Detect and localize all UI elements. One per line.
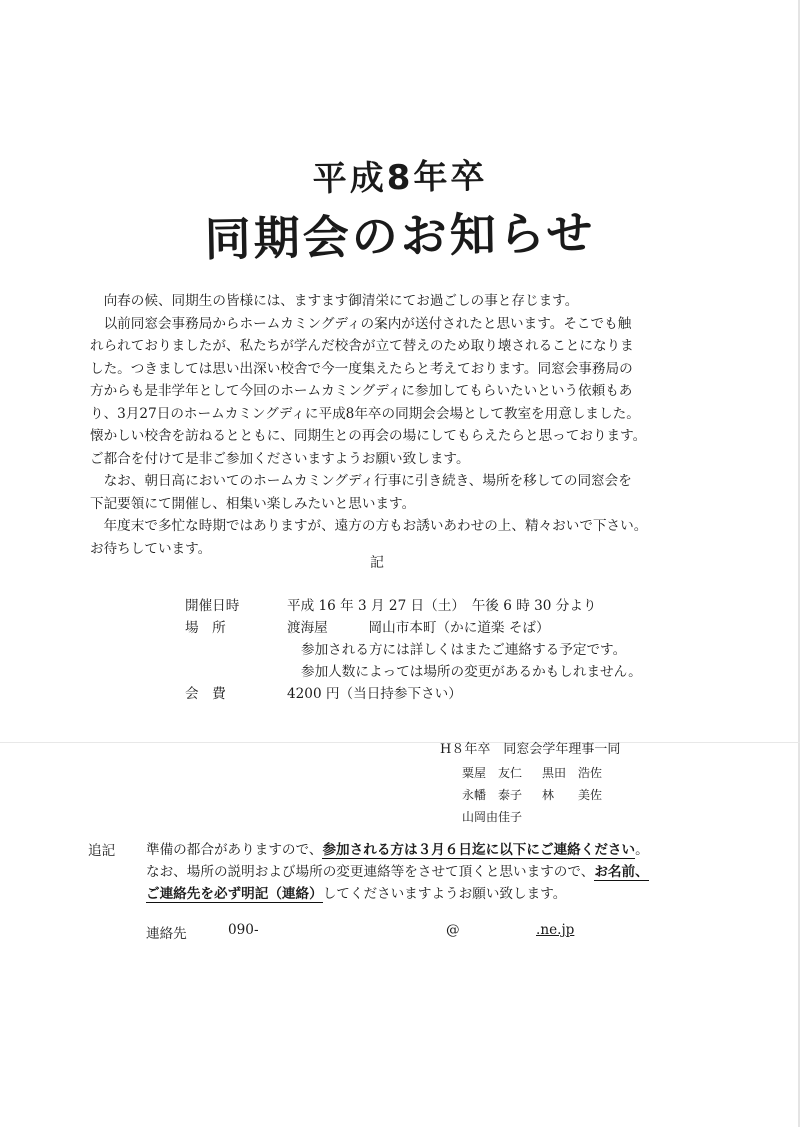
postscript-line-3: [146, 883, 649, 905]
organizer-name: 永幡 泰子: [462, 788, 523, 802]
contact-domain: .ne.jp: [536, 922, 575, 938]
postscript-line-1: [146, 839, 649, 861]
title-line-1: 平成8年卒: [312, 156, 488, 200]
organizer-name: 黒田 浩佐: [542, 766, 603, 780]
body-line: ご都合を付けて是非ご参加くださいますようお願い致します。: [90, 450, 470, 467]
postscript-text: 。: [635, 842, 649, 858]
postscript-label: 追記: [88, 843, 116, 859]
organizer-name: 山岡由佳子: [462, 810, 523, 824]
postscript: [146, 839, 649, 905]
body-line: り、3月27日のホームカミングディに平成8年卒の同期会会場として教室を用意しました。: [90, 405, 640, 422]
fee-value: 4200 円（当日持参下さい）: [287, 686, 462, 702]
date-value: 平成 16 年 3 月 27 日（土） 午後 6 時 30 分より: [287, 598, 597, 614]
organizer-name: 粟屋 友仁: [462, 766, 523, 780]
place-note-1: 参加される方には詳しくはまたご連絡する予定です。: [301, 642, 627, 658]
postscript-text: してくださいますようお願い致します。: [322, 886, 567, 902]
postscript-line-2: [146, 861, 649, 883]
body-line: 懐かしい校舎を訪ねるとともに、同期生との再会の場にしてもらえたらと思っております。: [90, 428, 647, 444]
place-note-2: 参加人数によっては場所の変更があるかもしれません。: [301, 664, 642, 680]
body-line: 下記要領にて開催し、相集い楽しみたいと思います。: [90, 495, 416, 512]
title-line-2: 同期会のお知らせ: [204, 205, 596, 267]
place-value: 渡海屋 岡山市本町（かに道楽 そば）: [287, 620, 550, 636]
postscript-emphasis: お名前、: [594, 864, 649, 880]
body-line: 以前同窓会事務局からホームカミングディの案内が送付されたと思います。そこでも触: [90, 315, 632, 332]
organizer-title: H８年卒 同窓会学年理事一同: [440, 742, 621, 757]
place-label: 場 所: [185, 620, 226, 636]
body-line: なお、朝日高においてのホームカミングディ行事に引き続き、場所を移しての同窓会を: [90, 473, 632, 489]
body-line: 向春の候、同期生の皆様には、ますます御清栄にてお過ごしの事と存じます。: [90, 293, 579, 309]
body-line: した。つきましては思い出深い校舎で今一度集えたらと考えております。同窓会事務局の: [90, 360, 633, 377]
body-line: れられておりましたが、私たちが学んだ校舎が立て替えのため取り壊されることになりま: [90, 338, 634, 354]
body-line: 年度末で多忙な時期ではありますが、遠方の方もお誘いあわせの上、精々おいで下さい。: [90, 518, 648, 534]
scan-fold-line: [0, 742, 800, 743]
contact-phone: 090-: [228, 922, 259, 938]
contact-label: 連絡先: [146, 926, 187, 942]
body-line: 方からも是非学年として今回のホームカミングディに参加してもらいたいという依頼もあ: [90, 383, 633, 399]
postscript-emphasis: 参加される方は３月６日迄に以下にご連絡ください: [322, 842, 636, 858]
fee-label: 会 費: [185, 686, 226, 702]
date-label: 開催日時: [185, 598, 240, 614]
contact-at: @: [446, 922, 460, 938]
postscript-text: 準備の都合がありますので、: [146, 842, 323, 858]
organizer-name: 林 美佐: [542, 788, 603, 802]
body-line: お待ちしています。: [90, 540, 212, 557]
ki-heading: 記: [370, 555, 384, 571]
postscript-text: なお、場所の説明および場所の変更連絡等をさせて頂くと思いますので、: [146, 864, 595, 880]
letter-body: [90, 290, 670, 560]
postscript-emphasis: ご連絡先を必ず明記（連絡）: [146, 886, 323, 902]
